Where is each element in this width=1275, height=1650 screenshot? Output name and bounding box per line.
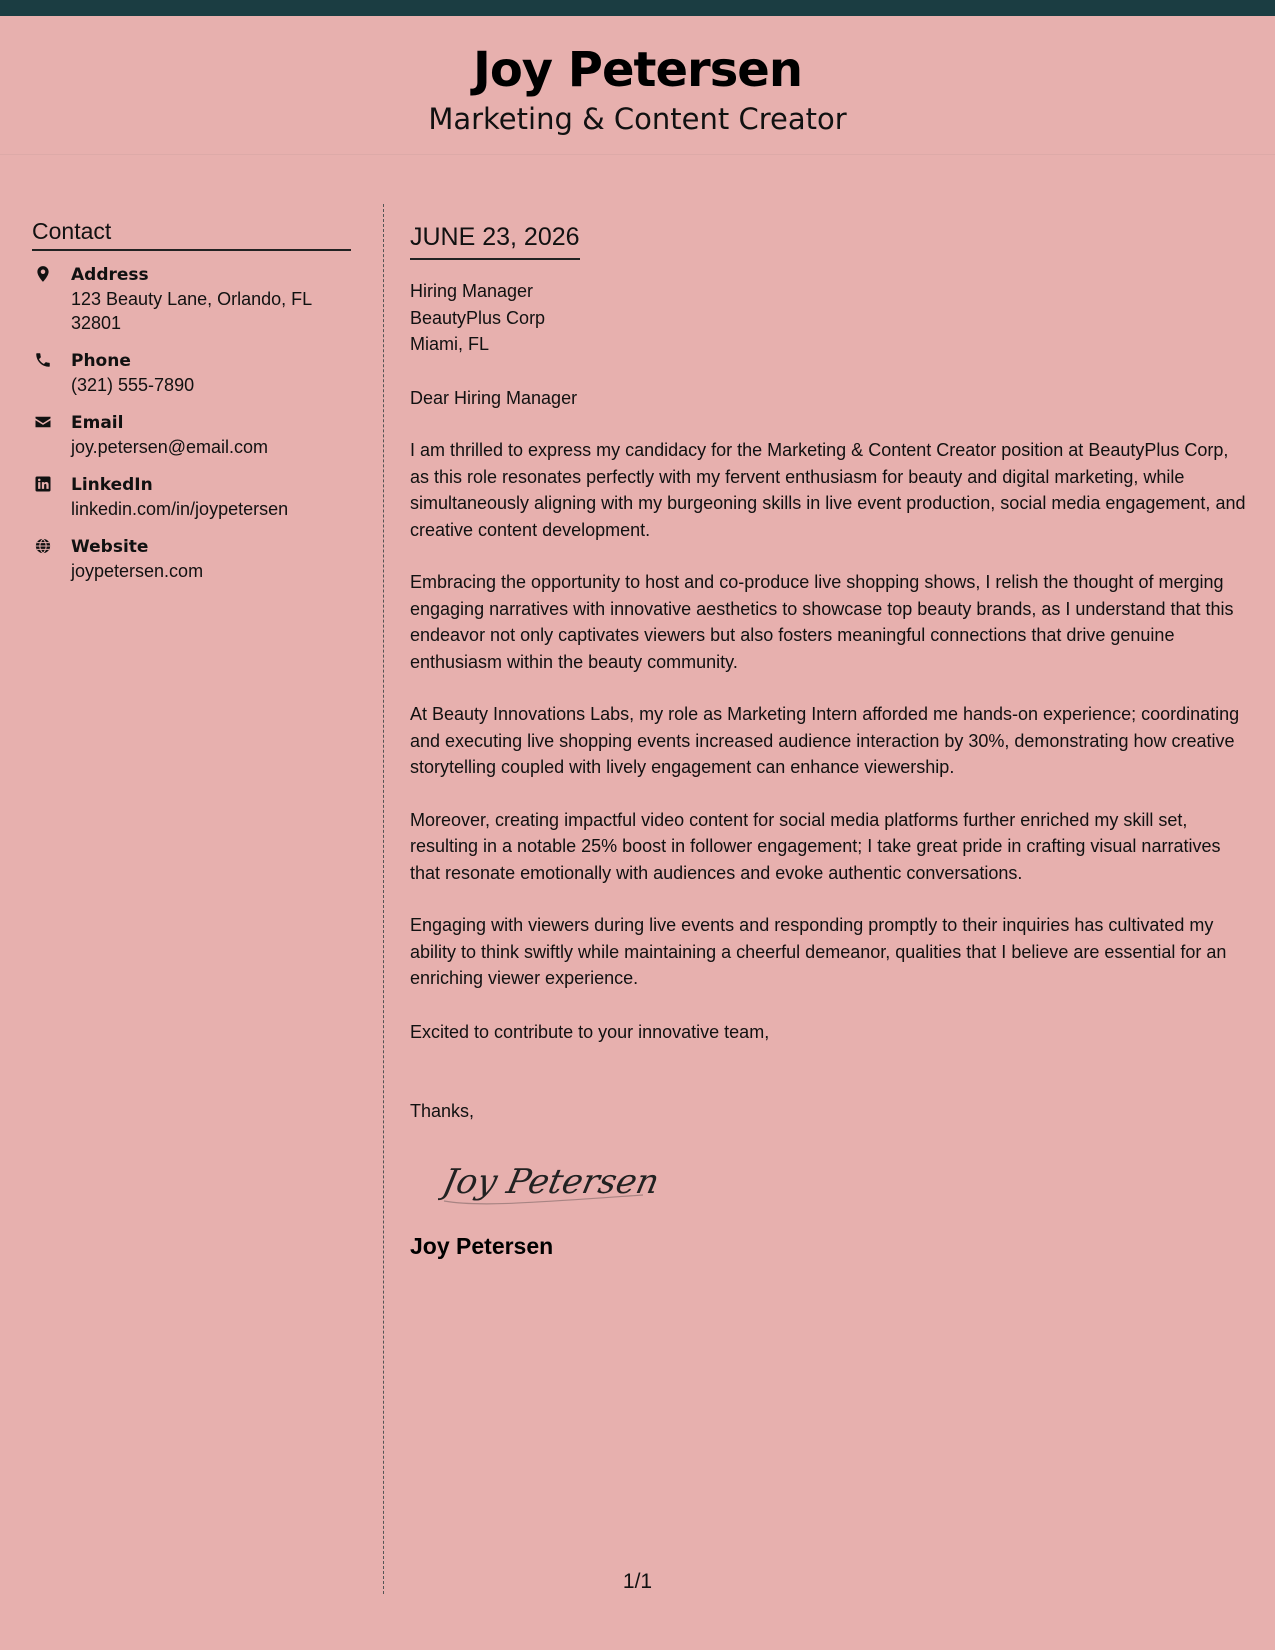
letter-body [410,222,1250,1260]
envelope-icon [34,413,52,431]
contact-value-phone: (321) 555-7890 [71,375,195,395]
recipient-line: Hiring Manager [410,281,534,301]
letter-header [0,16,1275,155]
contact-item-linkedin [32,473,351,521]
linkedin-icon [34,475,52,493]
letter-paragraph: Embracing the opportunity to host and co-produce live shopping shows, I relish the thought of merging engaging narratives with innovative aesthetics to showcase top beauty brands, as I understand that this endeavor not only captivates viewers but also fosters meaningful connections that drive genuine enthusiasm within the beauty community. [410,572,1234,672]
letter-paragraph: Moreover, creating impactful video content for social media platforms further enriched my skill set, resulting in a notable 25% boost in follower engagement; I take great pride in crafting visual narratives that resonate emotionally with audiences and evoke authentic conversations. [410,809,1221,883]
letter-paragraph: Engaging with viewers during live events and responding promptly to their inquiries has cultivated my ability to think swiftly while maintaining a cheerful demeanor, qualities that I believe are essential for an enriching viewer experience. [410,915,1227,988]
contact-item-website [32,535,351,583]
page-number: 1/1 [622,1570,653,1593]
contact-value-website: joypetersen.com [71,561,204,581]
phone-icon [34,351,52,369]
handwritten-signature [438,1151,668,1211]
contact-label-phone: Phone [71,351,131,371]
contact-value-email: joy.petersen@email.com [71,437,269,457]
contact-item-email [32,411,351,459]
contact-label-linkedin: LinkedIn [71,475,153,495]
contact-item-address [32,263,351,335]
closing-line: Excited to contribute to your innovative team, [410,1021,770,1042]
contact-item-phone [32,349,351,397]
contact-heading: Contact [32,218,351,251]
globe-icon [34,537,52,555]
letter-date: JUNE 23, 2026 [410,222,580,260]
svg-text:Joy Petersen: Joy Petersen [439,1161,663,1202]
recipient-block [410,278,1250,358]
salutation: Dear Hiring Manager [410,387,578,408]
top-accent-bar [0,0,1275,16]
applicant-name: Joy Petersen [472,42,803,98]
signed-name: Joy Petersen [410,1233,554,1259]
letter-paragraph: At Beauty Innovations Labs, my role as Marketing Intern afforded me hands-on experience; coordinating and executing live shopping events increased audience interaction by 30%, demonstrating how creative storytelling coupled with lively engagement can enhance viewership. [410,704,1240,777]
contact-label-email: Email [71,413,124,433]
recipient-line: BeautyPlus Corp [410,307,546,328]
contact-value-linkedin: linkedin.com/in/joypetersen [71,499,289,519]
thanks-line: Thanks, [410,1101,475,1121]
recipient-line: Miami, FL [410,334,490,354]
applicant-role: Marketing & Content Creator [428,102,847,136]
contact-label-website: Website [71,537,149,557]
contact-label-address: Address [71,265,149,285]
letter-paragraph: I am thrilled to express my candidacy for the Marketing & Content Creator position at BeautyPlus Corp, as this role resonates perfectly with my fervent enthusiasm for beauty and digital marketing, while simultaneously aligning with my burgeoning skills in live event production, social media engagement, and creative content development. [410,440,1246,540]
contact-sidebar [32,218,351,597]
map-pin-icon [34,265,52,283]
contact-value-address: 123 Beauty Lane, Orlando, FL 32801 [71,289,312,333]
column-divider [383,204,384,1594]
